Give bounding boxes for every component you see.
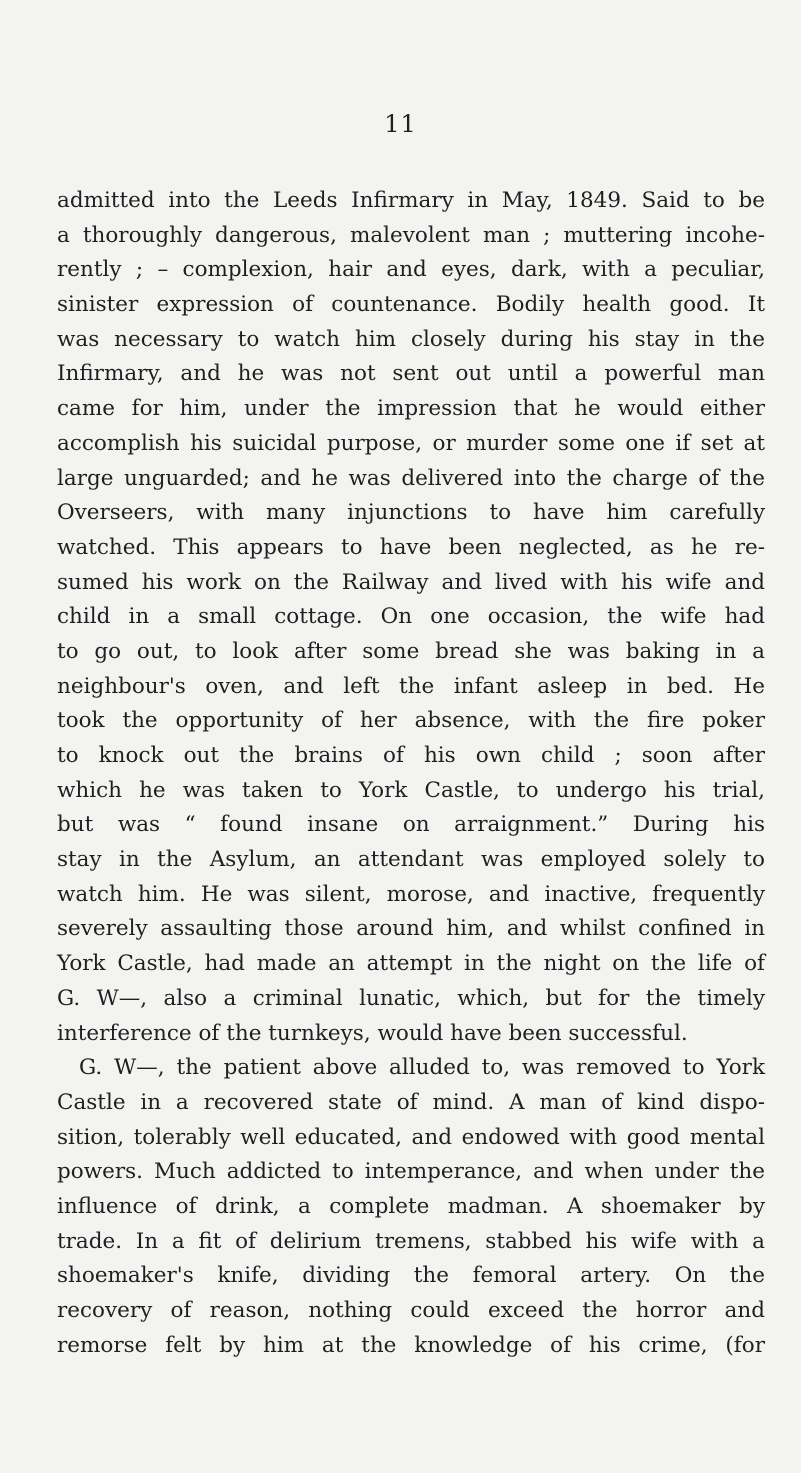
text-line: Castle in a recovered state of mind. A man of kind dispo- <box>57 1089 765 1115</box>
text-line: interference of the turnkeys, would have been successful. <box>57 1020 688 1046</box>
text-line: admitted into the Leeds Infirmary in May, 1849. Said to be <box>57 188 765 213</box>
text-line: rently ; – complexion, hair and eyes, dark, with a peculiar, <box>57 257 765 283</box>
text-line: a thoroughly dangerous, malevolent man ; muttering incohe- <box>57 222 765 248</box>
text-line: child in a small cottage. On one occasion, the wife had <box>57 604 765 630</box>
text-line: watched. This appears to have been neglected, as he re- <box>57 534 765 560</box>
text-line: sumed his work on the Railway and lived with his wife and <box>57 569 765 595</box>
text-line: came for him, under the impression that he would either <box>57 396 765 422</box>
text-line: powers. Much addicted to intemperance, and when under the <box>57 1159 765 1185</box>
body-text <box>57 184 765 1363</box>
page-number: 11 <box>384 110 417 138</box>
text-line: stay in the Asylum, an attendant was employed solely to <box>57 847 765 873</box>
text-line: Overseers, with many injunctions to have him carefully <box>57 500 765 526</box>
text-line: York Castle, had made an attempt in the night on the life of <box>57 951 765 977</box>
text-line: large unguarded; and he was delivered into the charge of the <box>57 465 765 491</box>
text-line: shoemaker's knife, dividing the femoral artery. On the <box>57 1263 765 1289</box>
paragraph-start-line: G. W—, the patient above alluded to, was removed to York <box>79 1055 765 1081</box>
text-line: took the opportunity of her absence, with the fire poker <box>57 708 765 734</box>
text-line: watch him. He was silent, morose, and inactive, frequently <box>57 881 765 907</box>
text-line: remorse felt by him at the knowledge of his crime, (for <box>57 1332 765 1358</box>
text-line: influence of drink, a complete madman. A shoemaker by <box>57 1193 765 1219</box>
text-line: severely assaulting those around him, and whilst confined in <box>57 916 765 942</box>
text-line: accomplish his suicidal purpose, or murder some one if set at <box>57 430 765 456</box>
text-line: sition, tolerably well educated, and endowed with good mental <box>57 1124 765 1150</box>
text-line: Infirmary, and he was not sent out until a powerful man <box>57 361 765 387</box>
text-line: to knock out the brains of his own child ; soon after <box>57 743 765 768</box>
text-line: to go out, to look after some bread she was baking in a <box>57 638 765 664</box>
text-line: recovery of reason, nothing could exceed the horror and <box>57 1298 765 1323</box>
text-line: was necessary to watch him closely during his stay in the <box>57 326 765 352</box>
text-line: neighbour's oven, and left the infant asleep in bed. He <box>57 673 765 699</box>
text-line: G. W—, also a criminal lunatic, which, but for the timely <box>57 985 765 1011</box>
text-line: trade. In a fit of delirium tremens, stabbed his wife with a <box>57 1228 765 1254</box>
text-line: but was “ found insane on arraignment.” During his <box>57 812 765 838</box>
text-line: sinister expression of countenance. Bodily health good. It <box>57 292 765 318</box>
text-line: which he was taken to York Castle, to undergo his trial, <box>57 777 765 803</box>
